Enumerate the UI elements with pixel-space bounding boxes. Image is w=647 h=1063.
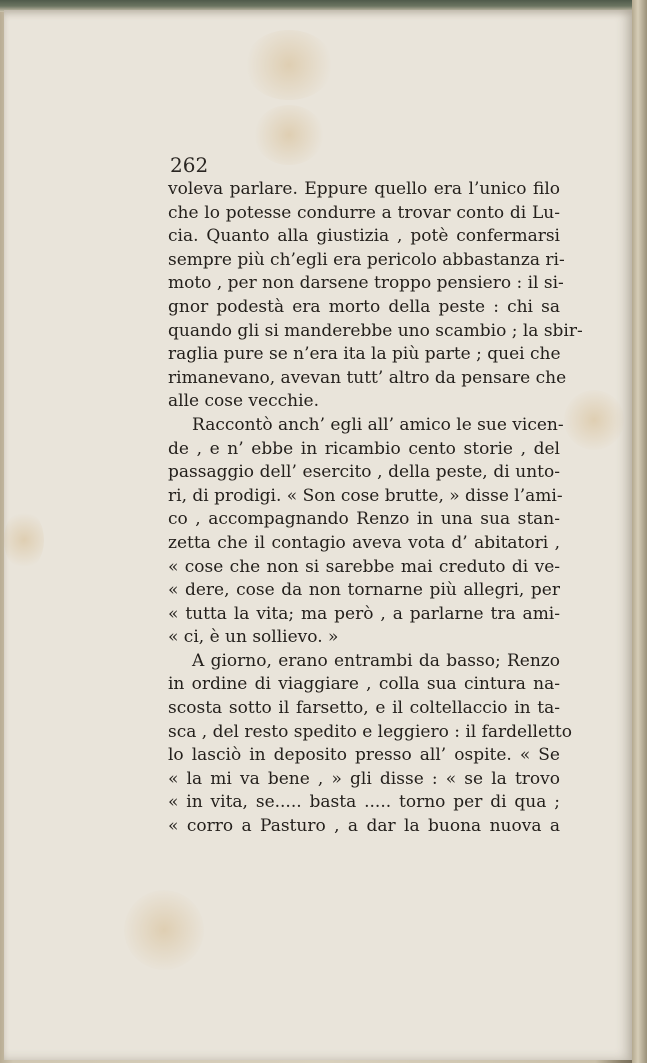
- text-line: scosta sotto il farsetto, e il coltellaccio in ta-: [168, 698, 560, 719]
- text-line: co , accompagnando Renzo in una sua stan-: [168, 509, 560, 530]
- text-line: « corro a Pasturo , a dar la buona nuova a: [168, 816, 560, 837]
- text-line: « cose che non si sarebbe mai creduto di ve-: [168, 556, 560, 577]
- paragraph-start-line: Raccontò anch’ egli all’ amico le sue vicen-: [192, 414, 564, 435]
- body-text: [168, 178, 583, 839]
- paper-stain: [4, 510, 44, 570]
- text-line: raglia pure se n’era ita la più parte ; quei che: [168, 344, 561, 365]
- page-edges: [632, 0, 647, 1063]
- text-line: rimanevano, avevan tutt’ altro da pensare che: [168, 367, 567, 388]
- text-line: gnor podestà era morto della peste : chi sa: [168, 296, 560, 317]
- text-line: voleva parlare. Eppure quello era l’unico filo: [168, 179, 560, 199]
- paper-stain: [124, 890, 204, 970]
- text-line: sca , del resto spedito e leggiero : il fardelletto: [168, 721, 572, 742]
- text-line: « tutta la vita; ma però , a parlarne tra ami-: [168, 603, 560, 624]
- paragraph-end-line: « ci, è un sollievo. »: [168, 627, 339, 648]
- text-line: moto , per non darsene troppo pensiero : il si-: [168, 273, 564, 294]
- paper-stain: [254, 105, 324, 165]
- text-line: cia. Quanto alla giustizia , potè confermarsi: [168, 226, 560, 247]
- text-line: « in vita, se..... basta ..... torno per di qua ;: [168, 792, 560, 813]
- text-line: de , e n’ ebbe in ricambio cento storie , del: [168, 438, 560, 459]
- text-line: che lo potesse condurre a trovar conto di Lu-: [168, 202, 560, 223]
- text-line: in ordine di viaggiare , colla sua cintura na-: [168, 674, 560, 695]
- text-line: sempre più ch’egli era pericolo abbastanza ri-: [168, 249, 565, 270]
- text-line: ri, di prodigi. « Son cose brutte, » disse l’ami-: [168, 485, 563, 506]
- text-line: zetta che il contagio aveva vota d’ abitatori ,: [168, 532, 560, 553]
- text-line: « dere, cose da non tornarne più allegri, per: [168, 580, 560, 601]
- text-line: lo lasciò in deposito presso all’ ospite. « Se: [168, 745, 560, 766]
- paragraph-end-line: alle cose vecchie.: [168, 391, 319, 412]
- text-line: quando gli si manderebbe uno scambio ; la sbir-: [168, 320, 583, 341]
- text-line: « la mi va bene , » gli disse : « se la trovo: [168, 768, 560, 789]
- paper-stain: [244, 30, 334, 100]
- text-line: passaggio dell’ esercito , della peste, di unto-: [168, 462, 560, 483]
- paragraph-start-line: A giorno, erano entrambi da basso; Renzo: [192, 650, 560, 671]
- paper-stain: [564, 390, 624, 450]
- page-number: 262: [170, 153, 209, 177]
